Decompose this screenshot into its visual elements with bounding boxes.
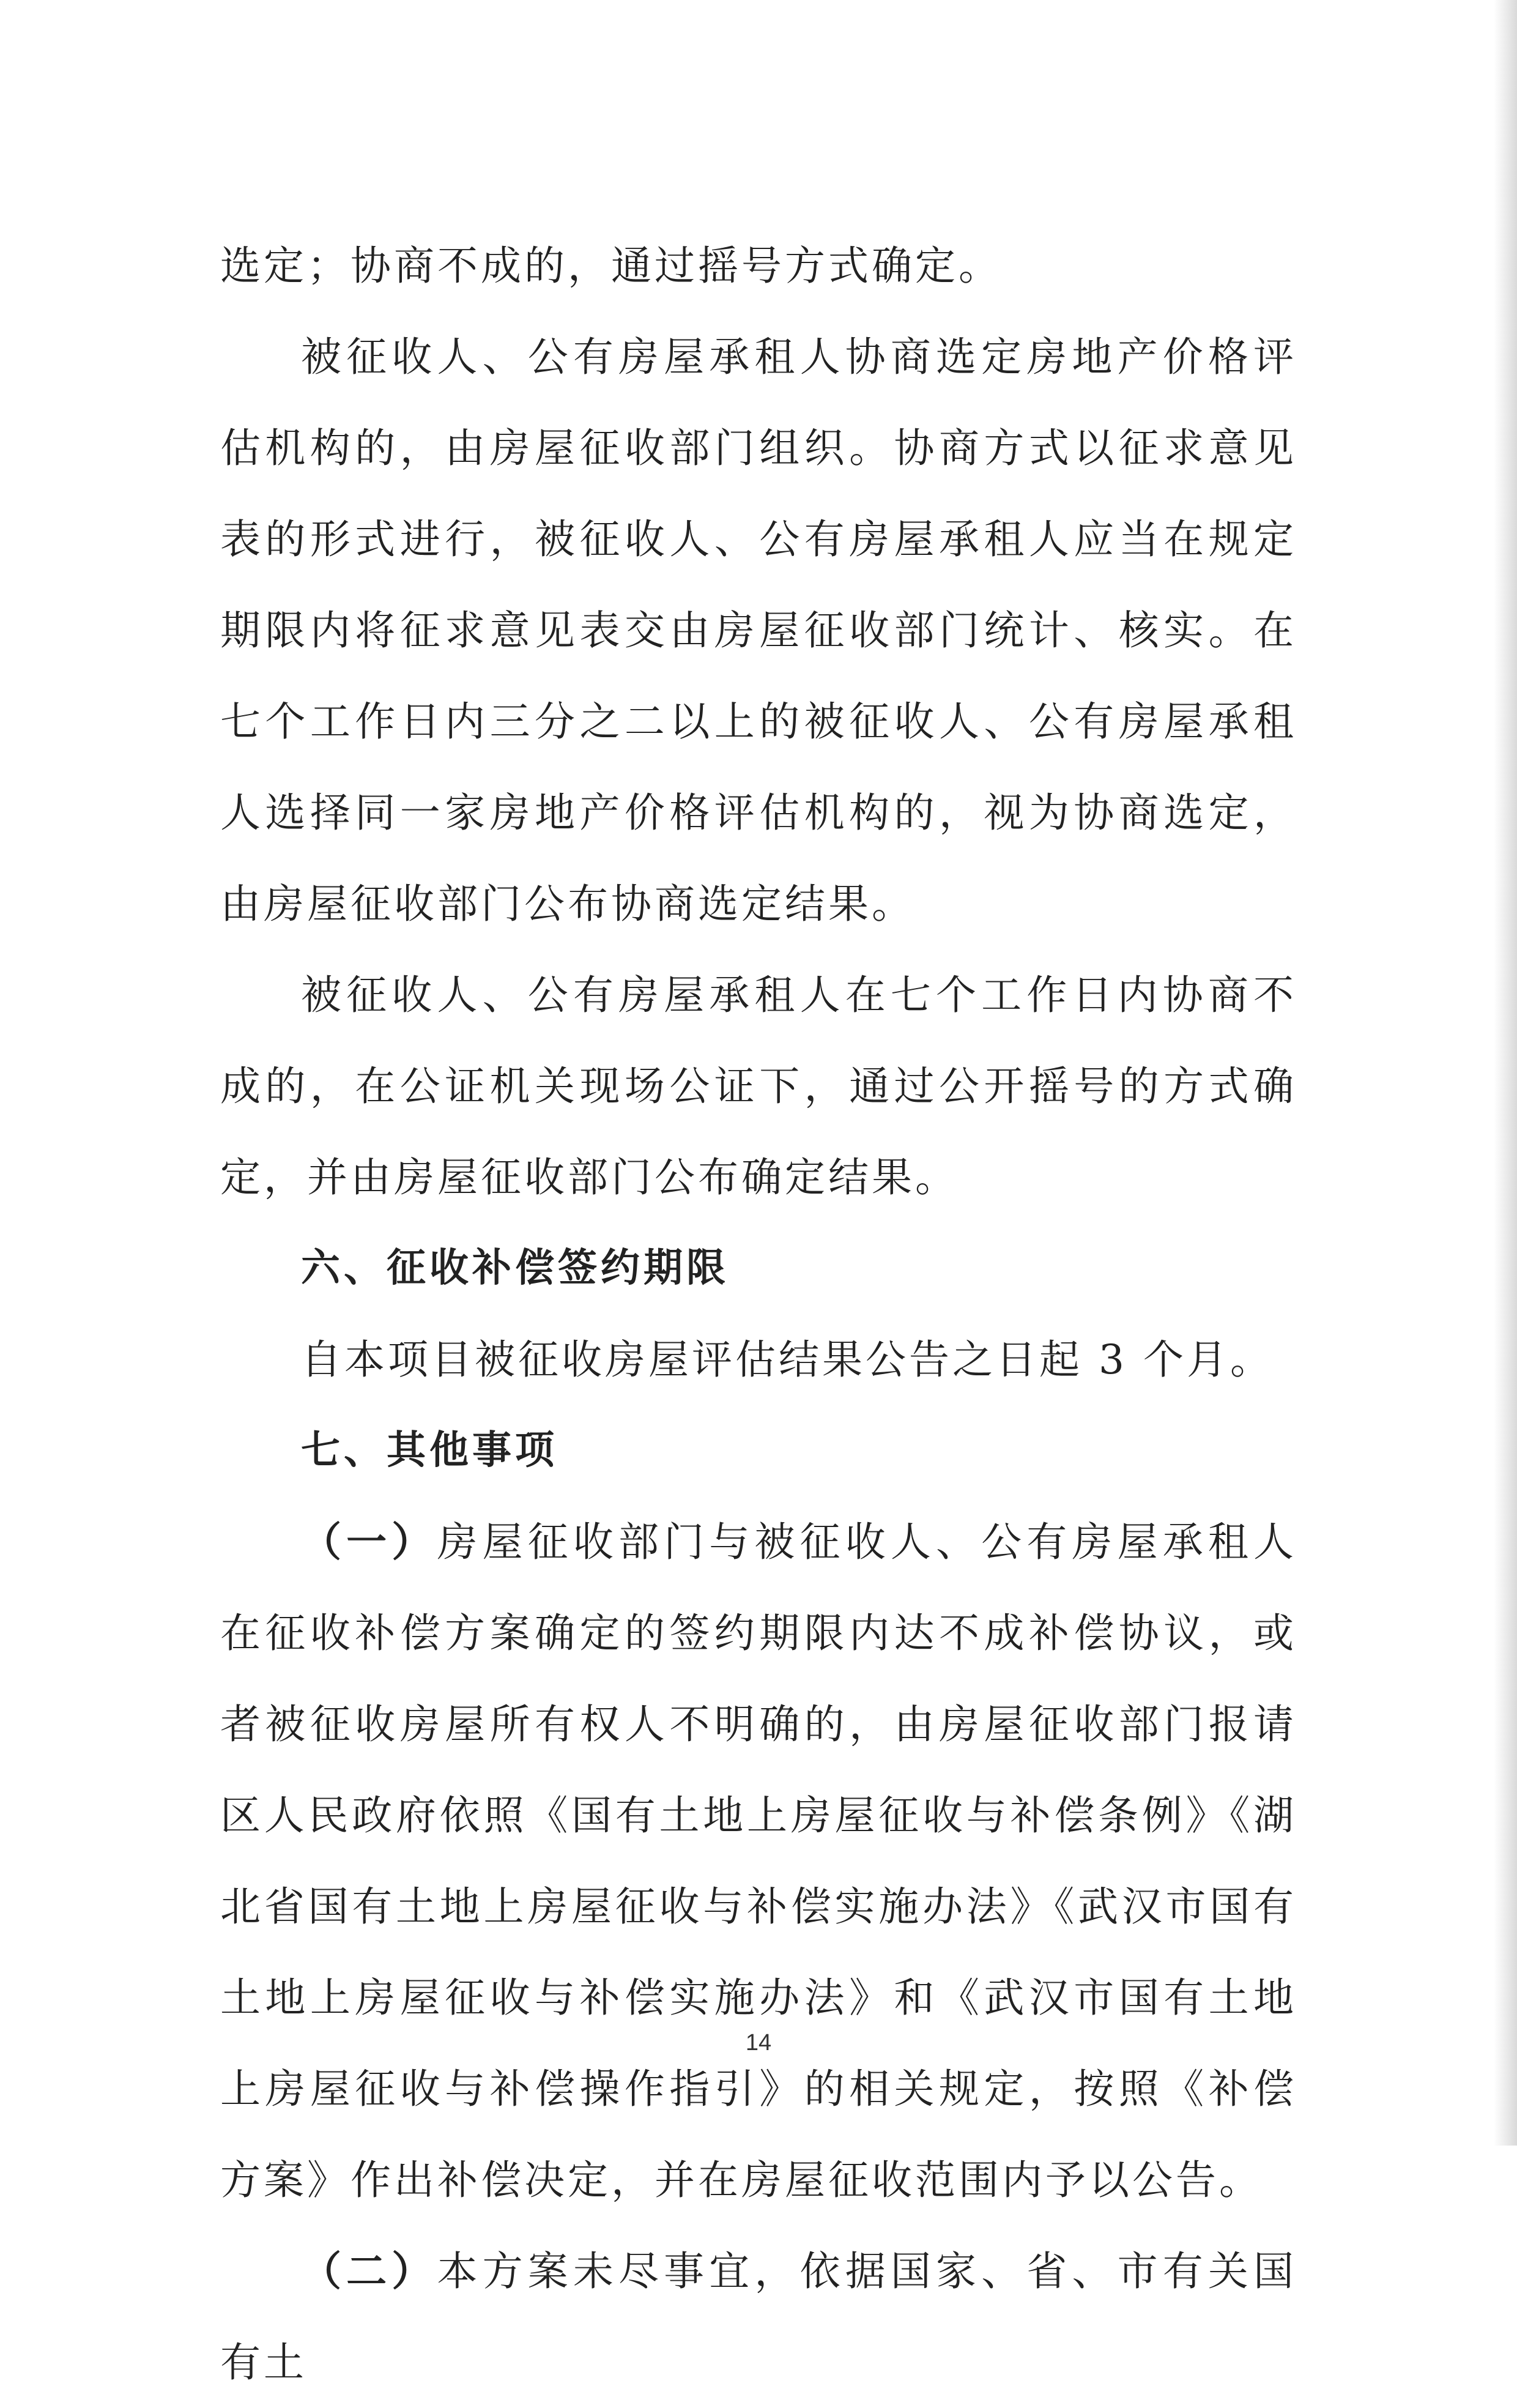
section-7-item-1-label: （一） <box>301 1518 437 1566</box>
section-7-heading: 七、其他事项 <box>301 1428 558 1473</box>
paragraph-lottery: 被征收人、公有房屋承租人在七个工作日内协商不成的，在公证机关现场公证下，通过公开摇号的方式确定，并由房屋征收部门公布确定结果。 <box>220 972 1297 1201</box>
paragraph-negotiation: 被征收人、公有房屋承租人协商选定房地产价格评估机构的，由房屋征收部门组织。协商方式以征求意见表的形式进行，被征收人、公有房屋承租人应当在规定期限内将征求意见表交由房屋征收部门统计、核实。在七个工作日内三分之二以上的被征收人、公有房屋承租人选择同一家房地产价格评估机构的，视为协商选定，由房屋征收部门公布协商选定结果。 <box>220 333 1297 927</box>
section-7-item-1 <box>220 1496 1297 2226</box>
section-6-heading: 六、征收补偿签约期限 <box>301 1246 729 1291</box>
section-7-item-2-text: 本方案未尽事宜，依据国家、省、市有关国有土 <box>220 2248 1297 2386</box>
document-page <box>220 220 1297 2408</box>
page-number: 14 <box>745 2030 772 2056</box>
section-7-item-1-text: 房屋征收部门与被征收人、公有房屋承租人在征收补偿方案确定的签约期限内达不成补偿协议，或者被征收房屋所有权人不明确的，由房屋征收部门报请区人民政府依照《国有土地上房屋征收与补偿条例》《湖北省国有土地上房屋征收与补偿实施办法》《武汉市国有土地上房屋征收与补偿实施办法》和《武汉市国有土地上房屋征收与补偿操作指引》的相关规定，按照《补偿方案》作出补偿决定，并在房屋征收范围内予以公告。 <box>220 1518 1297 2204</box>
scan-edge-shadow <box>1494 0 1517 2146</box>
section-7-item-2-label: （二） <box>301 2248 437 2295</box>
section-7-item-2 <box>220 2226 1297 2408</box>
section-6-body: 自本项目被征收房屋评估结果公告之日起 3 个月。 <box>301 1336 1274 1383</box>
paragraph-continuation: 选定；协商不成的，通过摇号方式确定。 <box>220 242 1002 289</box>
